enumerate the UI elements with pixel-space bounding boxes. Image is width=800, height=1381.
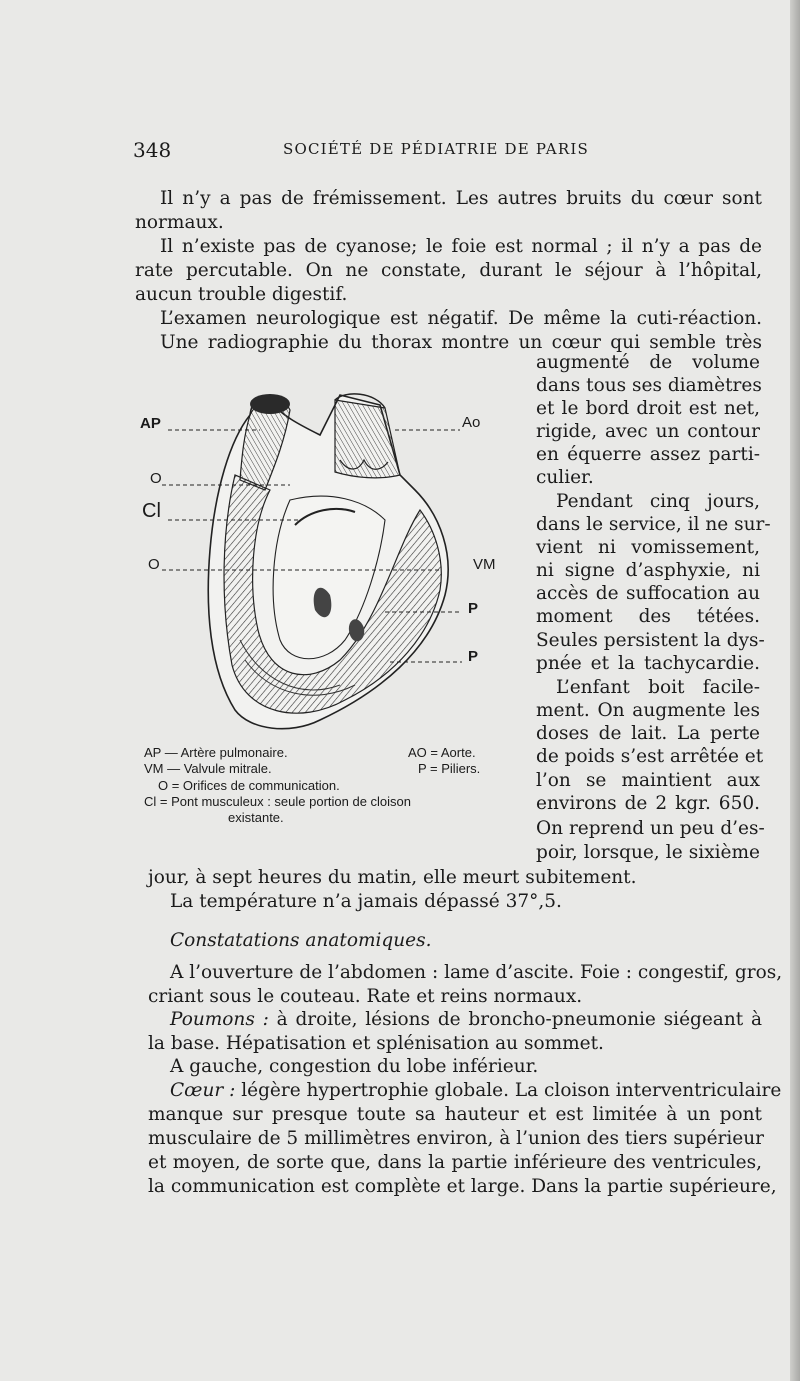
column-line: On reprend un peu d’es- <box>536 818 765 839</box>
page-number: 348 <box>133 138 172 162</box>
label-o-upper: O <box>150 470 162 487</box>
text-line: la communication est complète et large. Dans la partie supérieure, <box>148 1176 777 1197</box>
legend-o: O = Orifices de communication. <box>158 778 340 793</box>
legend-ap: AP — Artère pulmonaire. <box>144 745 288 760</box>
legend-cl: Cl = Pont musculeux : seule portion de cloison <box>144 794 412 809</box>
text-line: manque sur presque toute sa hauteur et est limitée à un pont <box>148 1104 762 1125</box>
label-p-lower: P <box>468 648 479 665</box>
running-head: SOCIÉTÉ DE PÉDIATRIE DE PARIS <box>283 140 589 158</box>
column-line: poir, lorsque, le sixième <box>536 842 760 863</box>
italic-lead: Cœur : <box>170 1080 236 1101</box>
column-line: et le bord droit est net, <box>536 398 760 419</box>
text-line: et moyen, de sorte que, dans la partie inférieure des ventricules, <box>148 1152 762 1173</box>
column-line: dans le service, il ne sur- <box>536 514 771 535</box>
text-line: normaux. <box>135 212 224 233</box>
column-line: augmenté de volume <box>536 352 760 373</box>
column-line: moment des tétées. <box>536 606 760 627</box>
text-line: jour, à sept heures du matin, elle meurt subitement. <box>148 867 637 888</box>
column-line: ment. On augmente les <box>536 700 760 721</box>
column-line: vient ni vomissement, <box>536 537 760 558</box>
column-line: rigide, avec un contour <box>536 421 760 442</box>
text-line: Cœur : légère hypertrophie globale. La cloison interventriculaire <box>170 1080 782 1101</box>
column-line: doses de lait. La perte <box>536 723 760 744</box>
text-line: aucun trouble digestif. <box>135 284 348 305</box>
text-line: Une radiographie du thorax montre un cœur qui semble très <box>160 332 762 353</box>
text-line: A l’ouverture de l’abdomen : lame d’ascite. Foie : congestif, gros, <box>170 962 783 983</box>
legend-p: P = Piliers. <box>418 761 481 776</box>
column-line: Pendant cinq jours, <box>556 491 760 512</box>
label-ao: Ao <box>462 414 481 431</box>
text-line: A gauche, congestion du lobe inférieur. <box>170 1056 539 1077</box>
italic-lead: Poumons : <box>170 1009 269 1030</box>
label-o-lower: O <box>148 556 160 573</box>
text-line: criant sous le couteau. Rate et reins normaux. <box>148 986 583 1007</box>
page-header <box>133 138 763 164</box>
legend-ao: AO = Aorte. <box>408 745 476 760</box>
legend-vm: VM — Valvule mitrale. <box>144 761 272 776</box>
column-line: dans tous ses diamètres <box>536 375 762 396</box>
text-line: musculaire de 5 millimètres environ, à l’union des tiers supérieur <box>148 1128 765 1149</box>
column-line: l’on se maintient aux <box>536 770 760 791</box>
text-line: Poumons : à droite, lésions de broncho-pneumonie siégeant à <box>170 1009 762 1030</box>
legend-cl-continued: existante. <box>228 810 284 825</box>
label-p-upper: P <box>468 600 479 617</box>
column-line: pnée et la tachycardie. <box>536 653 760 674</box>
column-line: ni signe d’asphyxie, ni <box>536 560 760 581</box>
column-line: environs de 2 kgr. 650. <box>536 793 760 814</box>
text-line: L’examen neurologique est négatif. De même la cuti-réaction. <box>160 308 762 329</box>
heart-illustration <box>140 380 515 745</box>
column-line: en équerre assez parti- <box>536 444 760 465</box>
text-line: la base. Hépatisation et splénisation au sommet. <box>148 1033 604 1054</box>
label-cl: Cl <box>142 500 161 522</box>
text-line: Il n’existe pas de cyanose; le foie est normal ; il n’y a pas de <box>160 236 762 257</box>
text-line: Il n’y a pas de frémissement. Les autres bruits du cœur sont <box>160 188 762 209</box>
column-line: accès de suffocation au <box>536 583 760 604</box>
heart-figure <box>140 380 515 745</box>
column-line: L’enfant boit facile- <box>556 677 760 698</box>
text-line: La température n’a jamais dépassé 37°,5. <box>170 891 562 912</box>
column-line: de poids s’est arrêtée et <box>536 746 764 767</box>
label-ap: AP <box>140 415 161 432</box>
column-line: Seules persistent la dys- <box>536 630 765 651</box>
column-line: culier. <box>536 467 594 488</box>
text-line: rate percutable. On ne constate, durant le séjour à l’hôpital, <box>135 260 762 281</box>
label-vm: VM <box>473 556 496 573</box>
section-heading: Constatations anatomiques. <box>170 930 432 951</box>
page-edge-shadow <box>790 0 800 1381</box>
